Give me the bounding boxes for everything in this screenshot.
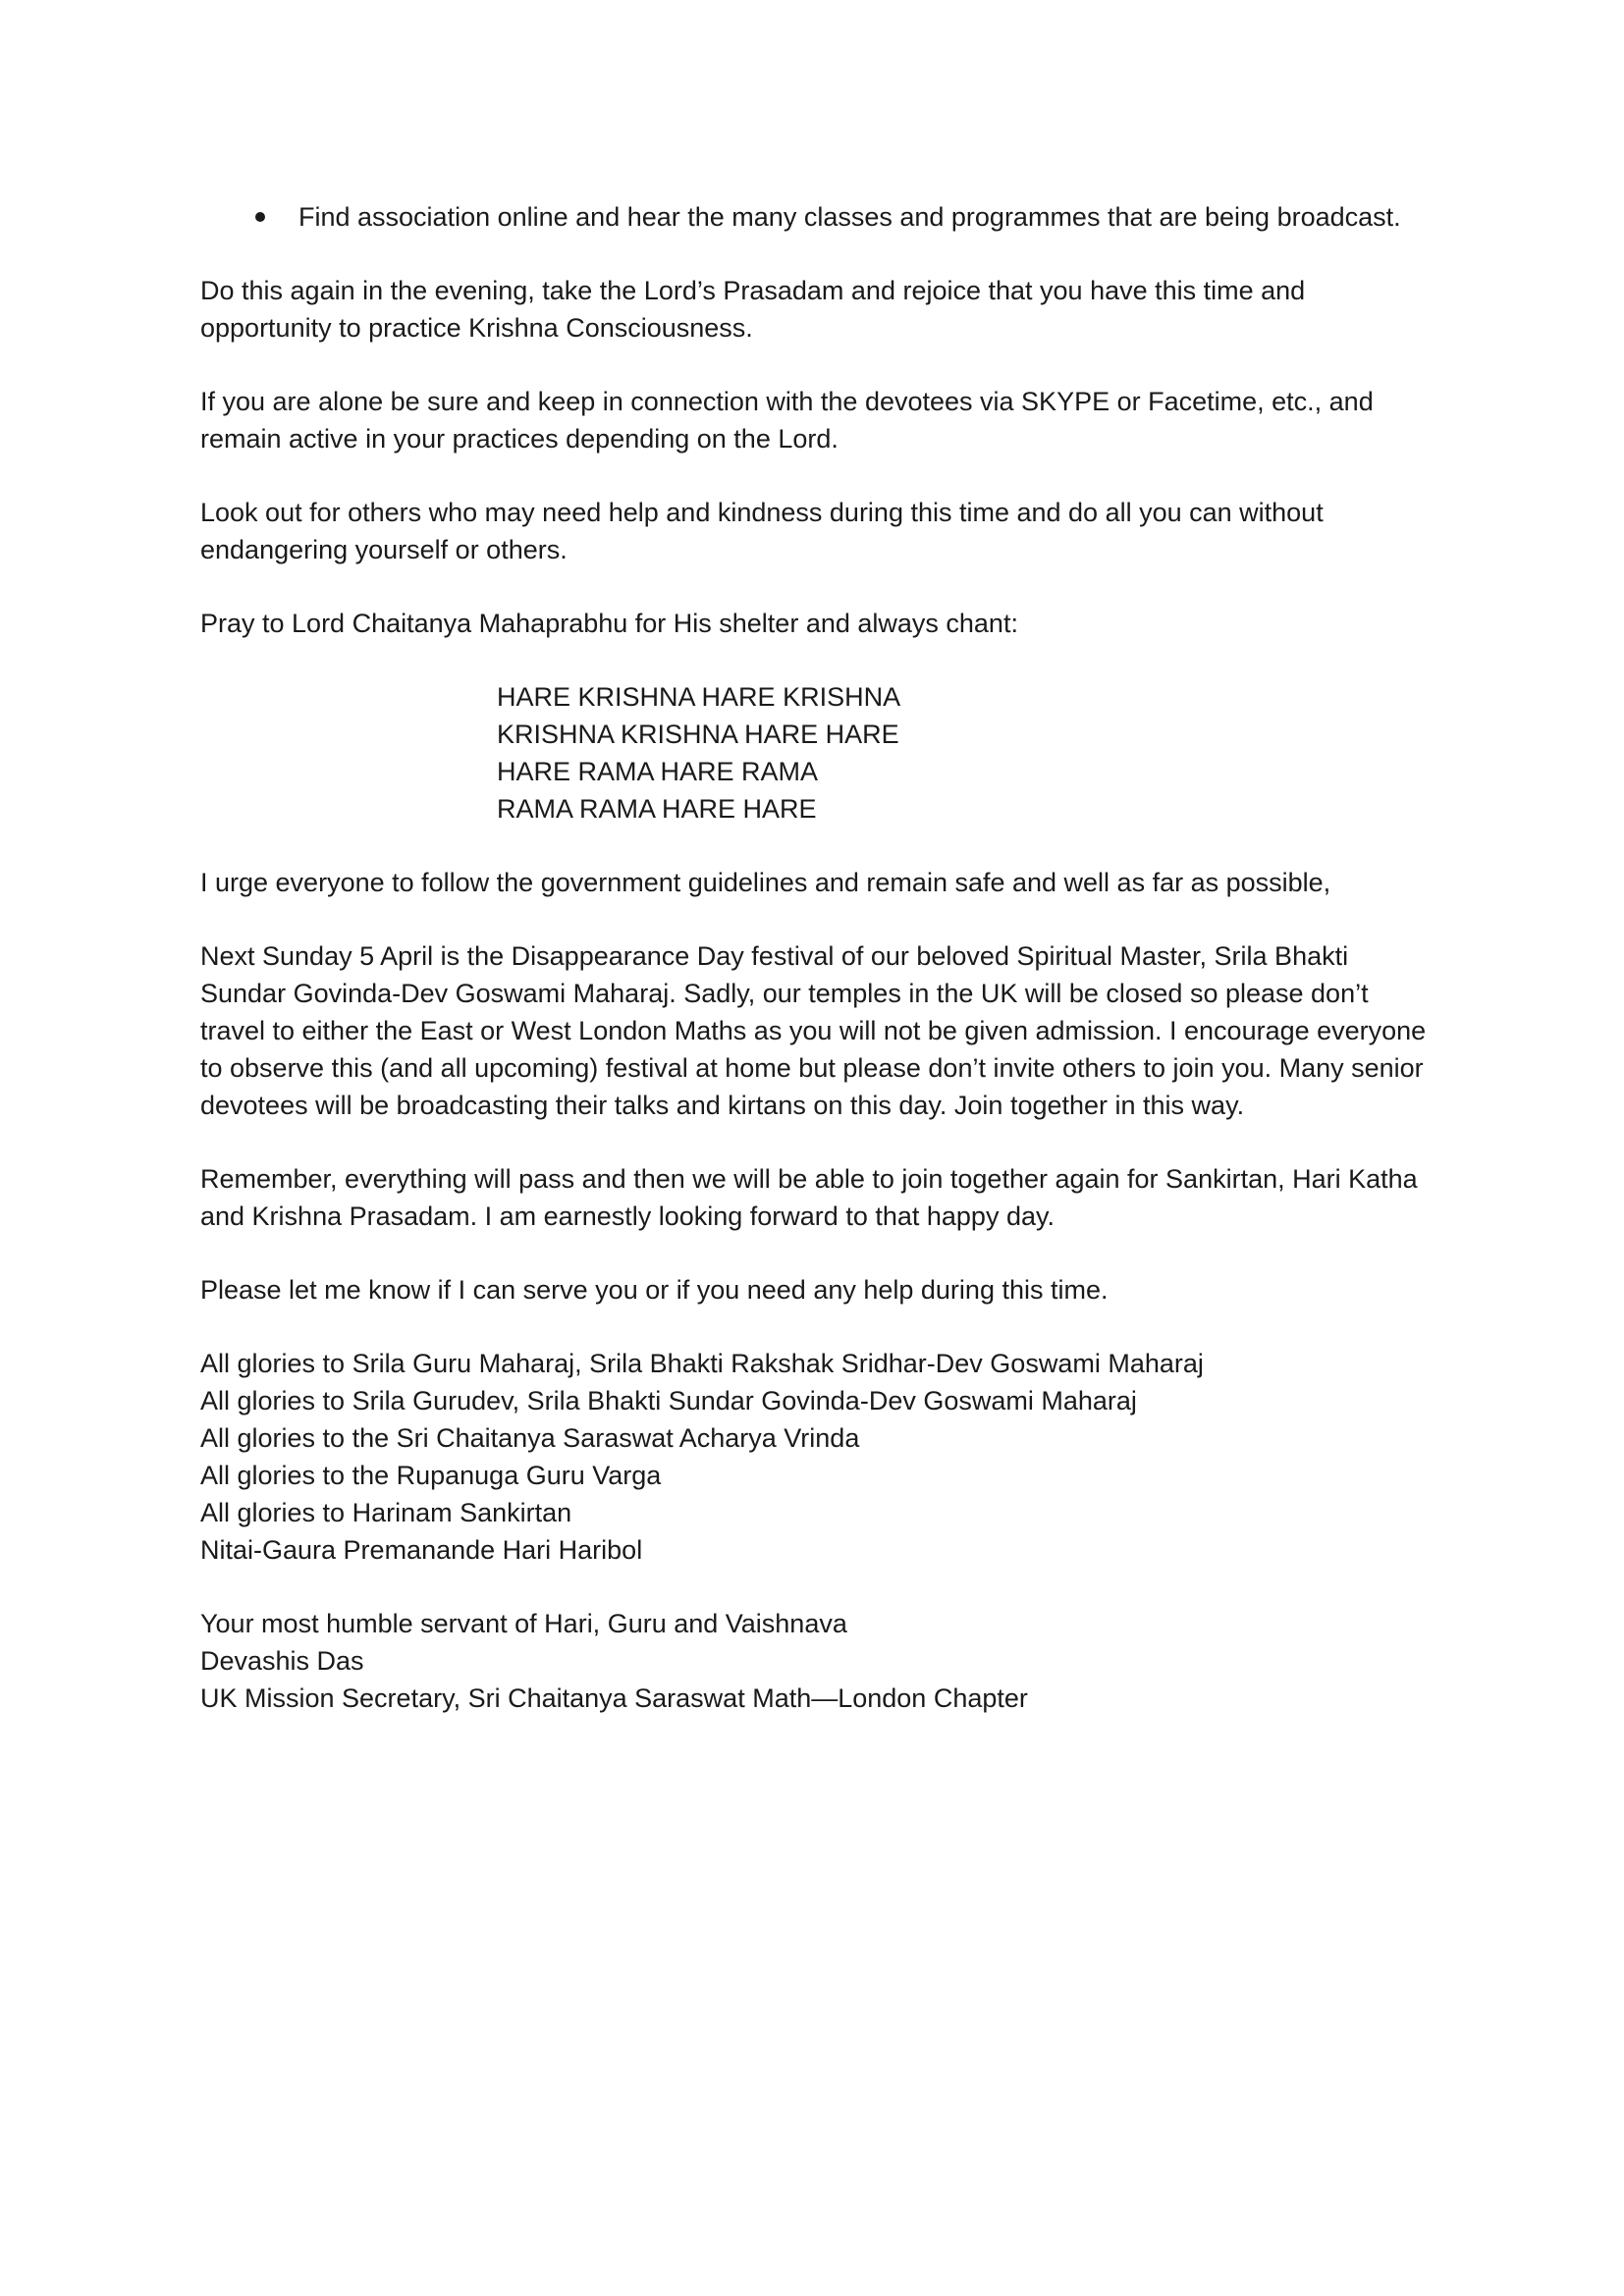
glories-line: All glories to Srila Guru Maharaj, Srila Bhakti Rakshak Sridhar-Dev Goswami Maharaj bbox=[200, 1349, 1204, 1378]
mantra-line: KRISHNA KRISHNA HARE HARE bbox=[497, 720, 899, 749]
glories-list bbox=[200, 1345, 1428, 1569]
glories-line: All glories to the Sri Chaitanya Saraswat Acharya Vrinda bbox=[200, 1423, 860, 1453]
bullet-text: Find association online and hear the many classes and programmes that are being broadcast. bbox=[298, 202, 1401, 232]
maha-mantra bbox=[200, 678, 1428, 828]
paragraph-help: Please let me know if I can serve you or if you need any help during this time. bbox=[200, 1275, 1109, 1305]
signature-block bbox=[200, 1605, 1428, 1717]
glories-line: All glories to Srila Gurudev, Srila Bhakti Sundar Govinda-Dev Goswami Maharaj bbox=[200, 1386, 1137, 1415]
glories-line: All glories to the Rupanuga Guru Varga bbox=[200, 1461, 662, 1490]
bullet-list-item bbox=[200, 198, 1428, 236]
bullet-icon bbox=[255, 212, 265, 222]
glories-line: All glories to Harinam Sankirtan bbox=[200, 1498, 572, 1527]
paragraph-evening-practice: Do this again in the evening, take the Lord’s Prasadam and rejoice that you have this time and opportunity to practice Krishna Consciousness. bbox=[200, 276, 1306, 343]
paragraph-guidelines: I urge everyone to follow the government guidelines and remain safe and well as far as possible, bbox=[200, 868, 1331, 897]
mantra-line: RAMA RAMA HARE HARE bbox=[497, 794, 817, 824]
mantra-line: HARE KRISHNA HARE KRISHNA bbox=[497, 682, 901, 712]
paragraph-alone: If you are alone be sure and keep in connection with the devotees via SKYPE or Facetime, etc., and remain active in your practices depending on the Lord. bbox=[200, 387, 1374, 454]
letter-body bbox=[200, 198, 1428, 1753]
paragraph-remember: Remember, everything will pass and then we will be able to join together again for Sankirtan, Hari Katha and Krishna Prasadam. I am earnestly looking forward to that happy day. bbox=[200, 1164, 1418, 1231]
paragraph-kindness: Look out for others who may need help and kindness during this time and do all you can without endangering yourself or others. bbox=[200, 498, 1324, 564]
signature-closing: Your most humble servant of Hari, Guru and Vaishnava bbox=[200, 1609, 847, 1638]
glories-line: Nitai-Gaura Premanande Hari Haribol bbox=[200, 1535, 643, 1565]
paragraph-pray: Pray to Lord Chaitanya Mahaprabhu for His shelter and always chant: bbox=[200, 609, 1018, 638]
mantra-line: HARE RAMA HARE RAMA bbox=[497, 757, 819, 786]
signature-title: UK Mission Secretary, Sri Chaitanya Saraswat Math—London Chapter bbox=[200, 1683, 1028, 1713]
paragraph-disappearance-day: Next Sunday 5 April is the Disappearance Day festival of our beloved Spiritual Master, Srila Bhakti Sundar Govinda-Dev Goswami Maharaj. Sadly, our temples in the UK will be closed so please don’t travel to either the East or West London Maths as you will not be given admission. I encourage everyone to observe this (and all upcoming) festival at home but please don’t invite others to join you. Many senior devotees will be broadcasting their talks and kirtans on this day. Join together in this way. bbox=[200, 941, 1427, 1120]
signature-name: Devashis Das bbox=[200, 1646, 364, 1676]
